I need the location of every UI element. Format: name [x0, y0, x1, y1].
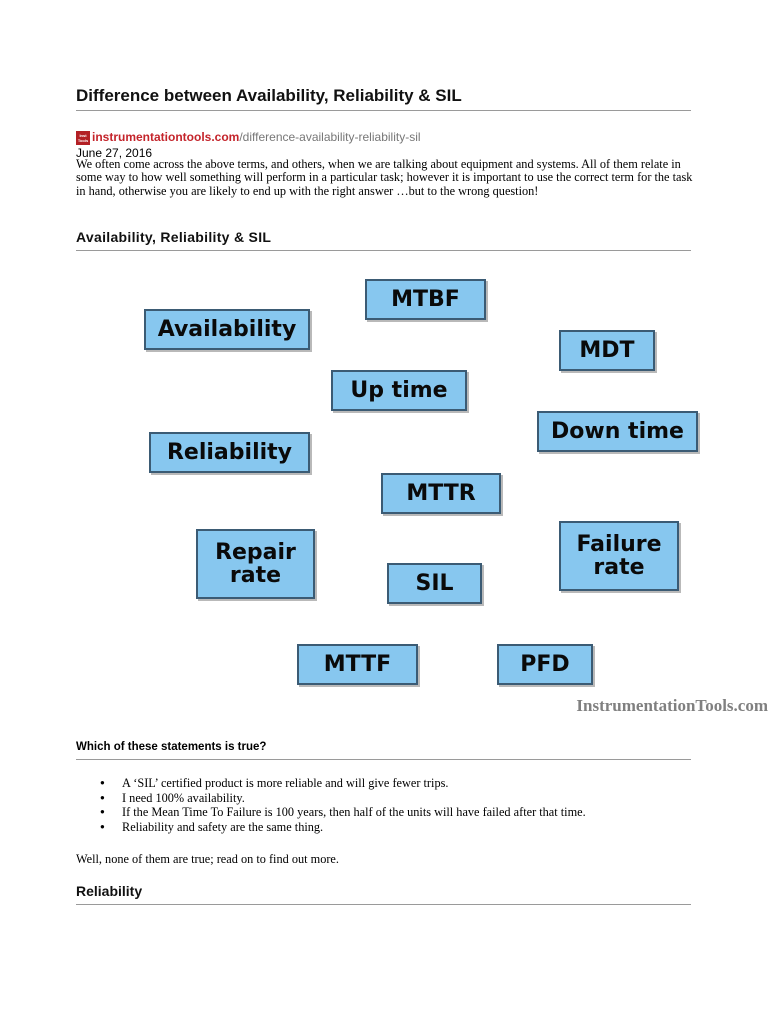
site-logo-icon: Inst Tools — [77, 132, 89, 143]
term-availability: Availability — [144, 309, 310, 350]
list-item: ● Reliability and safety are the same thing. — [100, 820, 586, 835]
reliability-divider — [76, 904, 691, 905]
term-failure-rate: Failure rate — [559, 521, 679, 591]
list-item: ● A ‘SIL’ certified product is more reliable and will give fewer trips. — [100, 776, 586, 791]
term-sil: SIL — [387, 563, 482, 604]
section-divider — [76, 250, 691, 251]
term-mttf: MTTF — [297, 644, 418, 685]
list-item: ● I need 100% availability. — [100, 791, 586, 806]
source-path: /difference-availability-reliability-sil — [239, 130, 421, 144]
source-domain-link[interactable]: instrumentationtools.com — [92, 130, 240, 144]
intro-paragraph: We often come across the above terms, and others, when we are talking about equipment and systems. All of them relate in some way to how well something will perform in a particular task; however it is important to use the correct term for the task in hand, otherwise you are likely to end up with the right answer …but to the wrong question! — [76, 157, 693, 198]
conclusion-text: Well, none of them are true; read on to find out more. — [76, 852, 339, 866]
term-down-time: Down time — [537, 411, 698, 452]
term-reliability: Reliability — [149, 432, 310, 473]
section-heading-availability: Availability, Reliability & SIL — [76, 229, 272, 245]
statements-list — [100, 776, 586, 834]
term-repair-rate: Repair rate — [196, 529, 315, 599]
term-up-time: Up time — [331, 370, 467, 411]
term-mttr: MTTR — [381, 473, 501, 514]
question-divider — [76, 759, 691, 760]
source-line — [76, 130, 421, 145]
watermark: InstrumentationTools.com — [576, 696, 768, 715]
list-item: ● If the Mean Time To Failure is 100 years, then half of the units will have failed after that time. — [100, 805, 586, 820]
page-title: Difference between Availability, Reliability & SIL — [76, 86, 462, 105]
title-divider — [76, 110, 691, 111]
term-mtbf: MTBF — [365, 279, 486, 320]
publish-date: June 27, 2016 — [76, 146, 153, 160]
quiz-question: Which of these statements is true? — [76, 741, 267, 753]
term-mdt: MDT — [559, 330, 655, 371]
term-pfd: PFD — [497, 644, 593, 685]
section-heading-reliability: Reliability — [76, 883, 143, 899]
terms-diagram — [0, 255, 768, 725]
